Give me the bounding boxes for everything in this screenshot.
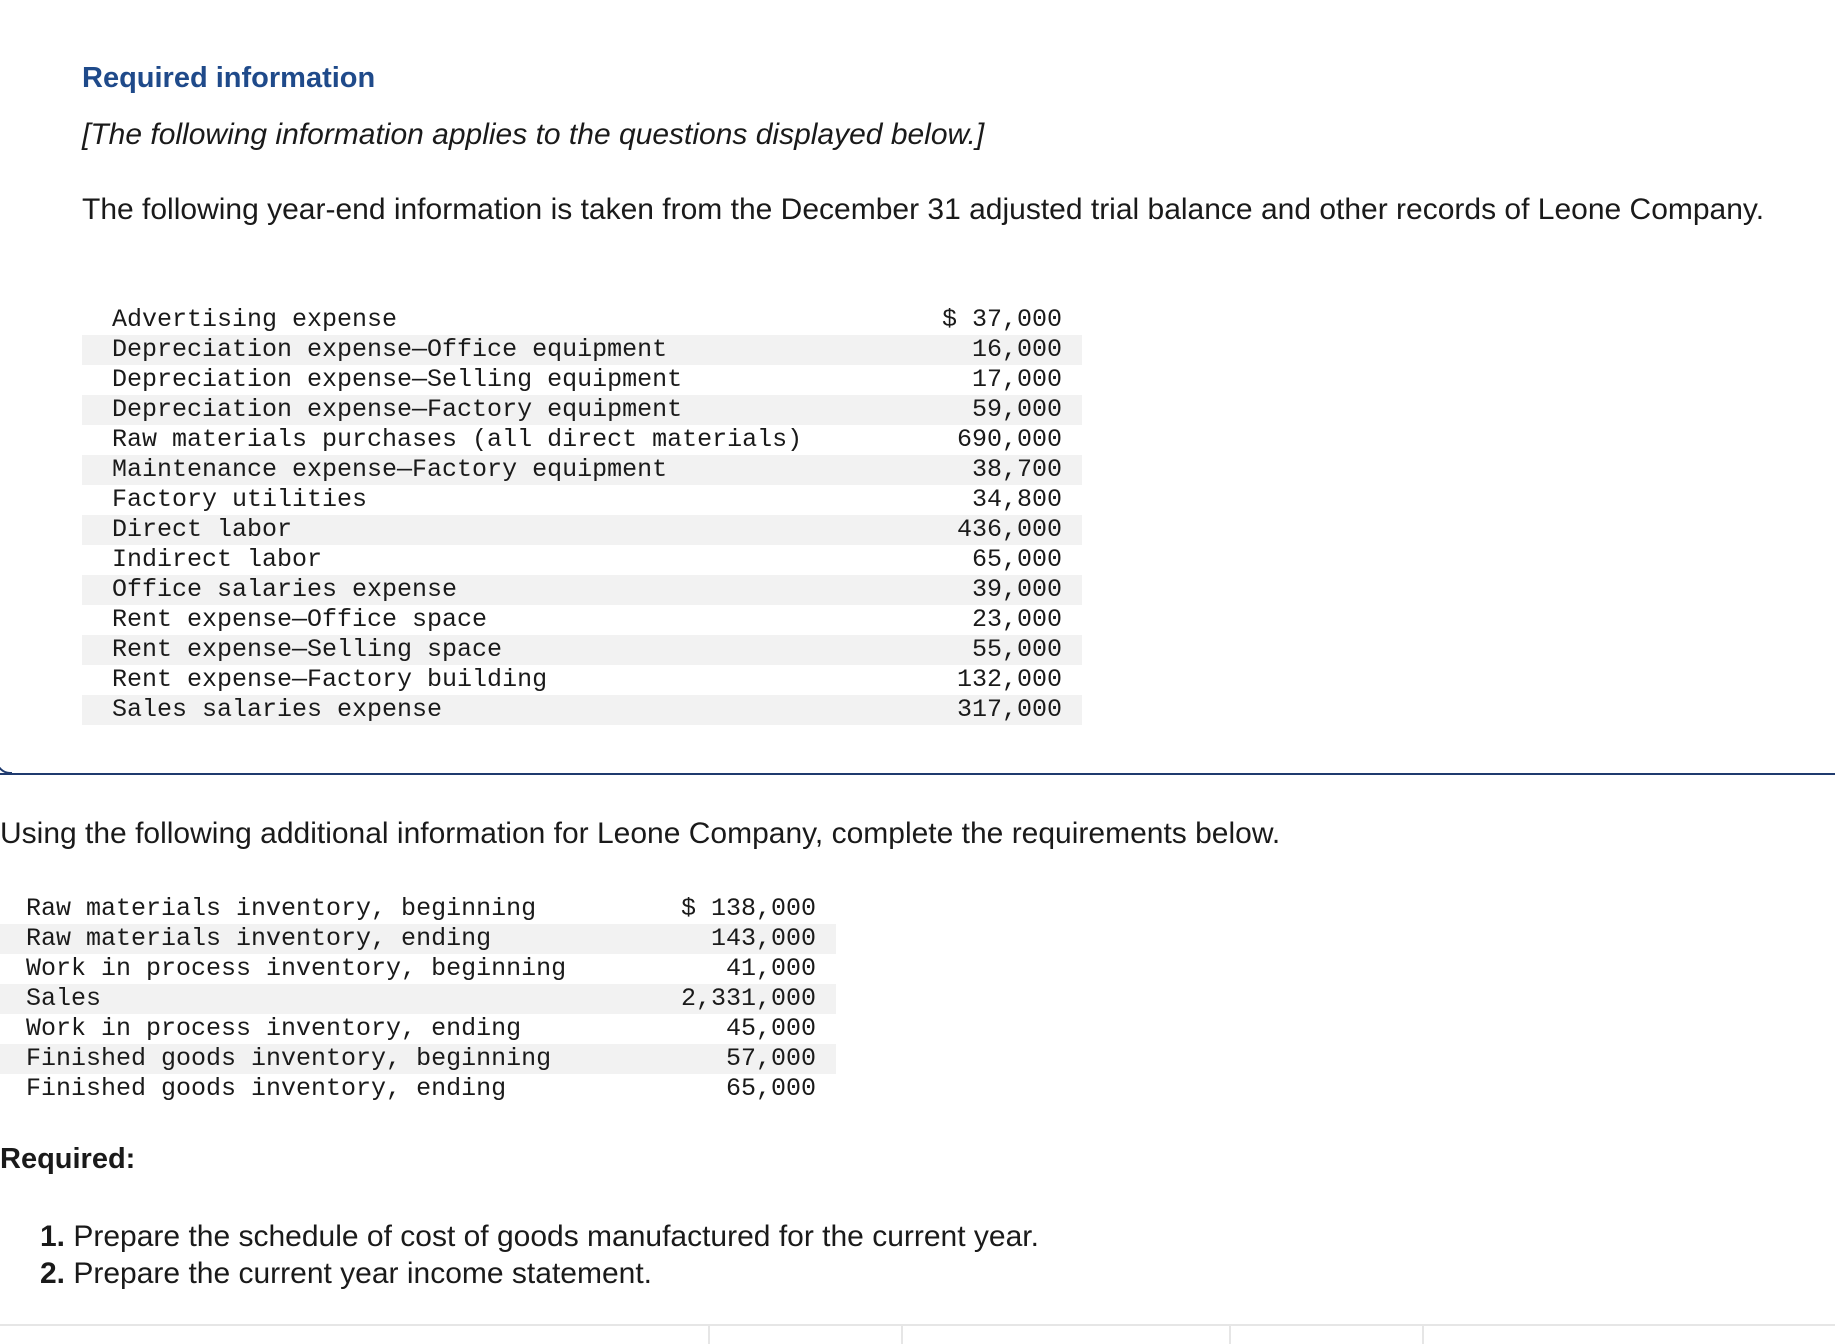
row-amount: 39,000 — [971, 575, 1062, 604]
table-row — [0, 1014, 836, 1044]
table-row — [82, 305, 1082, 335]
tab-separator — [1422, 1326, 1424, 1344]
row-label: Sales salaries expense — [112, 695, 443, 724]
requirement-number: 1. — [40, 1220, 66, 1253]
row-label: Maintenance expense—Factory equipment — [112, 455, 668, 484]
tab-separator — [1229, 1326, 1231, 1344]
table-row — [82, 695, 1082, 725]
row-label: Work in process inventory, ending — [26, 1014, 522, 1043]
row-amount: 690,000 — [956, 425, 1062, 454]
row-amount: 57,000 — [725, 1044, 816, 1073]
row-amount: 45,000 — [725, 1014, 816, 1043]
row-label: Rent expense—Office space — [112, 605, 488, 634]
section-divider — [0, 773, 1835, 775]
row-label: Raw materials inventory, ending — [26, 924, 492, 953]
tab-separator — [901, 1326, 903, 1344]
table-row — [82, 335, 1082, 365]
required-heading: Required: — [0, 1143, 136, 1175]
requirement-text: Prepare the schedule of cost of goods manufactured for the current year. — [73, 1220, 1039, 1253]
row-amount: 16,000 — [971, 335, 1062, 364]
row-label: Finished goods inventory, ending — [26, 1074, 507, 1103]
row-amount: 34,800 — [971, 485, 1062, 514]
row-amount: $ 138,000 — [680, 894, 816, 923]
additional-info-intro: Using the following additional information for Leone Company, complete the requirements below. — [0, 817, 1281, 850]
row-amount: 317,000 — [956, 695, 1062, 724]
table-row — [82, 425, 1082, 455]
row-amount: $ 37,000 — [941, 305, 1062, 334]
applies-note: [The following information applies to the questions displayed below.] — [82, 118, 985, 151]
table-row — [82, 665, 1082, 695]
table-row — [0, 1074, 836, 1104]
row-amount: 65,000 — [725, 1074, 816, 1103]
bottom-divider — [0, 1324, 1835, 1326]
row-label: Indirect labor — [112, 545, 323, 574]
table-row — [82, 485, 1082, 515]
section-divider-corner — [0, 758, 12, 774]
required-information-heading: Required information — [82, 62, 376, 94]
row-label: Work in process inventory, beginning — [26, 954, 567, 983]
tab-separator — [708, 1326, 710, 1344]
additional-info-table — [0, 894, 836, 1104]
row-label: Rent expense—Factory building — [112, 665, 548, 694]
table-row — [82, 545, 1082, 575]
requirements-list — [40, 1218, 1039, 1292]
requirement-text: Prepare the current year income statement. — [73, 1257, 652, 1290]
row-label: Depreciation expense—Factory equipment — [112, 395, 683, 424]
row-label: Raw materials inventory, beginning — [26, 894, 537, 923]
trial-balance-table — [82, 305, 1082, 725]
table-row — [0, 954, 836, 984]
row-label: Depreciation expense—Selling equipment — [112, 365, 683, 394]
requirement-item — [40, 1255, 1039, 1292]
row-amount: 38,700 — [971, 455, 1062, 484]
table-row — [0, 924, 836, 954]
table-row — [82, 365, 1082, 395]
row-amount: 143,000 — [710, 924, 816, 953]
row-amount: 2,331,000 — [680, 984, 816, 1013]
row-label: Raw materials purchases (all direct materials) — [112, 425, 803, 454]
table-row — [0, 894, 836, 924]
row-label: Direct labor — [112, 515, 293, 544]
row-label: Advertising expense — [112, 305, 398, 334]
table-row — [82, 455, 1082, 485]
row-label: Sales — [26, 984, 102, 1013]
row-label: Depreciation expense—Office equipment — [112, 335, 668, 364]
row-amount: 17,000 — [971, 365, 1062, 394]
row-amount: 436,000 — [956, 515, 1062, 544]
row-amount: 59,000 — [971, 395, 1062, 424]
table-row — [0, 1044, 836, 1074]
row-amount: 55,000 — [971, 635, 1062, 664]
requirement-number: 2. — [40, 1257, 66, 1290]
table-row — [82, 575, 1082, 605]
requirement-item — [40, 1218, 1039, 1255]
row-label: Finished goods inventory, beginning — [26, 1044, 552, 1073]
row-label: Factory utilities — [112, 485, 368, 514]
table-row — [82, 635, 1082, 665]
row-amount: 132,000 — [956, 665, 1062, 694]
table-row — [82, 395, 1082, 425]
row-label: Office salaries expense — [112, 575, 458, 604]
row-amount: 65,000 — [971, 545, 1062, 574]
row-label: Rent expense—Selling space — [112, 635, 503, 664]
table-row — [0, 984, 836, 1014]
row-amount: 41,000 — [725, 954, 816, 983]
row-amount: 23,000 — [971, 605, 1062, 634]
table-row — [82, 515, 1082, 545]
table-row — [82, 605, 1082, 635]
intro-paragraph: The following year-end information is taken from the December 31 adjusted trial balance and other records of Leone Company. — [82, 193, 1765, 226]
